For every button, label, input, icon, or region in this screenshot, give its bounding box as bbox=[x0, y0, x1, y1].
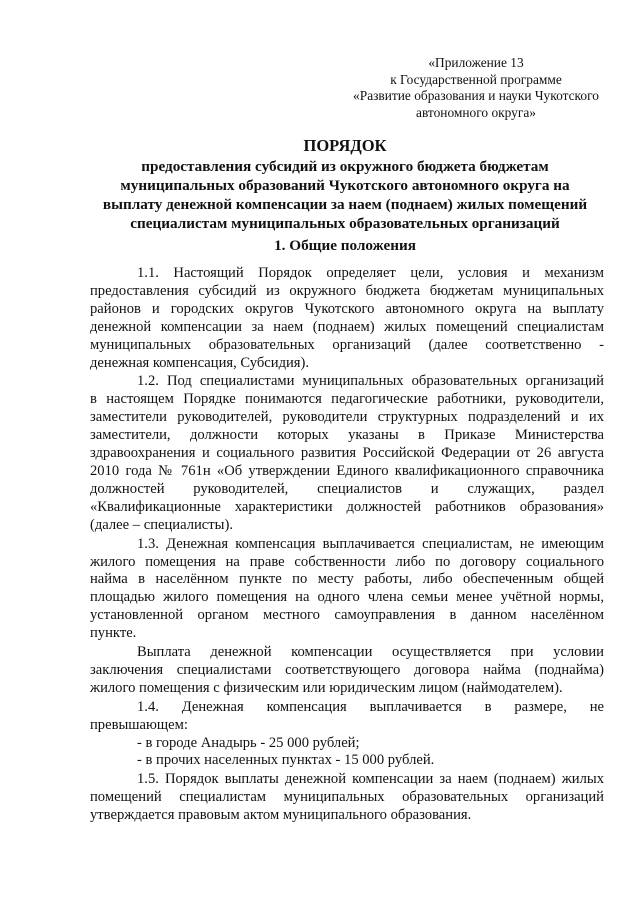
paragraph-line: муниципальных образовательных организаций (далее соответственно - bbox=[90, 336, 604, 353]
paragraph-line: найма в населённом пункте по месту работы, либо обеспеченным общей bbox=[90, 571, 604, 588]
paragraph-line: площадью жилого помещения на одного члена семьи менее учётной нормы, bbox=[90, 589, 604, 606]
appendix-line: «Развитие образования и науки Чукотского bbox=[353, 88, 599, 103]
appendix-line: к Государственной программе bbox=[390, 71, 562, 87]
paragraph-line: утверждается правовым актом муниципального образования. bbox=[90, 807, 472, 824]
paragraph-line: заместители руководителей, руководители структурных подразделений и их bbox=[90, 409, 604, 426]
paragraph-line: денежная компенсация, Субсидия). bbox=[90, 354, 310, 371]
paragraph-line: установленной органом местного самоуправления в данном населённом bbox=[90, 607, 604, 624]
paragraph-line: пункте. bbox=[90, 625, 137, 642]
document-title bbox=[90, 136, 600, 233]
appendix-line: автономного округа» bbox=[416, 104, 536, 120]
paragraph-line: 1.4. Денежная компенсация выплачивается в размере, не bbox=[137, 698, 604, 715]
paragraph-line: превышающем: bbox=[90, 716, 188, 733]
appendix-line: «Приложение 13 bbox=[428, 55, 524, 70]
paragraph-line: заключения специалистами соответствующего договора найма (поднайма) bbox=[90, 661, 604, 678]
title-subtitle bbox=[90, 157, 600, 233]
list-item: - в прочих населенных пунктах - 15 000 рублей. bbox=[137, 752, 435, 769]
paragraph-line: здравоохранения и социального развития Российской Федерации от 26 августа bbox=[90, 445, 604, 462]
paragraph-line: «Квалификационные характеристики должностей работников образования» bbox=[90, 498, 604, 515]
document-body bbox=[90, 265, 604, 825]
title-line: специалистам муниципальных образовательных организаций bbox=[130, 215, 560, 232]
title-line: предоставления субсидий из окружного бюджета бюджетам bbox=[141, 158, 549, 175]
title-line: муниципальных образований Чукотского автономного округа на bbox=[120, 177, 570, 194]
list-item: - в городе Анадырь - 25 000 рублей; bbox=[137, 734, 360, 751]
section-heading: 1. Общие положения bbox=[274, 237, 416, 254]
paragraph-line: в настоящем Порядке понимаются педагогические работники, руководители, bbox=[90, 391, 604, 408]
paragraph-line: помещений специалистам муниципальных образовательных организаций bbox=[90, 789, 604, 806]
paragraph-line: районов и городских округов Чукотского автономного округа на выплату bbox=[90, 300, 604, 317]
paragraph-line: предоставления субсидий из окружного бюджета бюджетам муниципальных bbox=[90, 282, 604, 299]
paragraph-line: (далее – специалисты). bbox=[90, 516, 233, 533]
title-line: выплату денежной компенсации за наем (поднаем) жилых помещений bbox=[102, 196, 588, 213]
paragraph-line: 1.2. Под специалистами муниципальных образовательных организаций bbox=[137, 373, 604, 390]
paragraph-line: 2010 года № 761н «Об утверждении Единого квалификационного справочника bbox=[90, 462, 604, 479]
paragraph-line: должностей руководителей, специалистов и служащих, раздел bbox=[90, 480, 604, 497]
paragraph-line: Выплата денежной компенсации осуществляется при условии bbox=[137, 644, 604, 661]
paragraph-line: 1.1. Настоящий Порядок определяет цели, условия и механизм bbox=[137, 265, 604, 281]
title-main: ПОРЯДОК bbox=[303, 136, 387, 155]
appendix-note bbox=[340, 55, 612, 121]
paragraph-line: жилого помещения на праве собственности либо по договору социального bbox=[90, 553, 604, 570]
paragraph-line: 1.5. Порядок выплаты денежной компенсации за наем (поднаем) жилых bbox=[137, 771, 604, 788]
paragraph-line: жилого помещения с физическим или юридическим лицом (наймодателем). bbox=[90, 679, 563, 696]
paragraph-line: 1.3. Денежная компенсация выплачивается специалистам, не имеющим bbox=[137, 535, 604, 552]
paragraph-line: денежной компенсации за наем (поднаем) жилых помещений специалистам bbox=[90, 318, 604, 335]
paragraph-line: заместители, должности которых указаны в Приказе Министерства bbox=[90, 427, 604, 444]
